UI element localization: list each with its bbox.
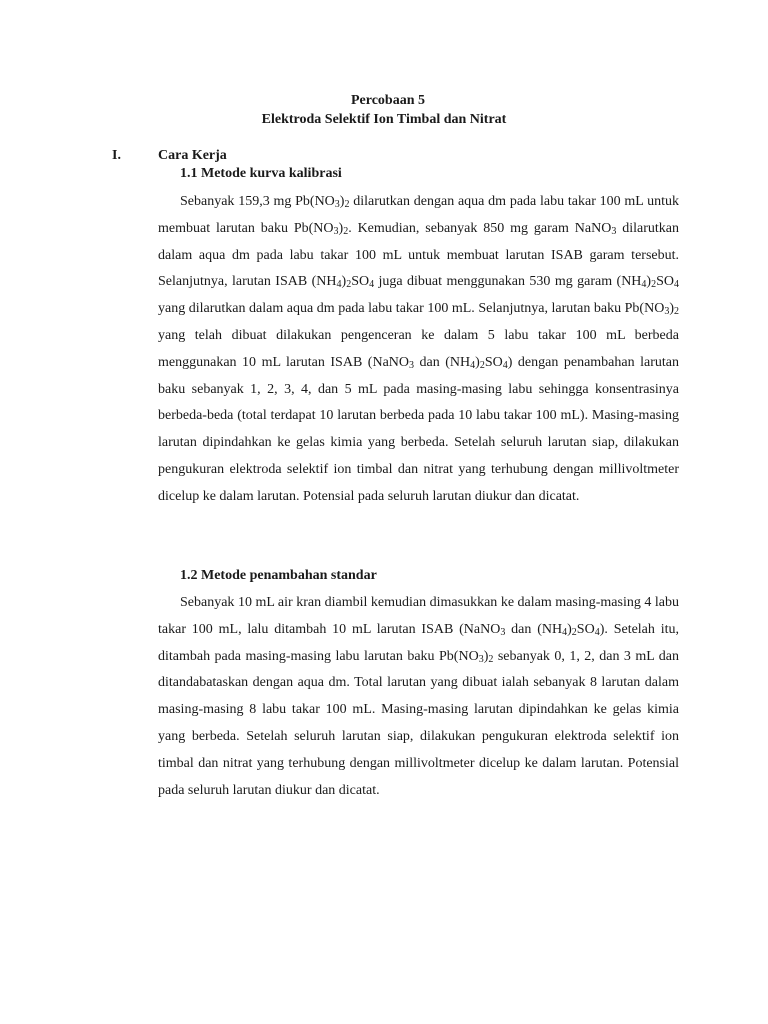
page-title: Percobaan 5 bbox=[350, 93, 425, 108]
section-title: Cara Kerja bbox=[158, 148, 227, 163]
subsection-heading-1: 1.1 Metode kurva kalibrasi bbox=[180, 166, 342, 181]
subsection-paragraph-1: Sebanyak 159,3 mg $Pb(NO_3)_2$ dilarutkan dengan aqua dm pada labu takar 100 mL untuk membuat larutan baku $Pb(NO_3)_2$. Kemudian, sebanyak 850 mg garam NaNO$_3$ dilarutkan dalam aqua dm pada labu takar 100 mL untuk membuat larutan ISAB garam tersebut. Selanjutnya, larutan ISAB $(NH_4)_2SO_4$ juga dibuat menggunakan 530 mg garam $(NH_4)_2SO_4$ yang dilarutkan dalam aqua dm pada labu takar 100 mL. Selanjutnya, larutan baku $Pb(NO_3)_2$ yang telah dibuat dilakukan pengenceran ke dalam 5 labu takar 100 mL berbeda menggunakan 10 mL larutan ISAB (NaNO$_3$ dan $(NH_4)_2SO_4$) dengan penambahan larutan baku sebanyak 1, 2, 3, 4, dan 5 mL pada masing-masing labu sehingga konsentrasinya berbeda-beda (total terdapat 10 larutan berbeda pada 10 labu takar 100 mL). Masing-masing larutan dipindahkan ke gelas kimia yang berbeda. Setelah seluruh larutan siap, dilakukan pengukuran elektroda selektif ion timbal dan nitrat yang terhubung dengan millivoltmeter dicelup ke dalam larutan. Potensial pada seluruh larutan diukur dan dicatat. bbox=[158, 194, 679, 504]
subsection-heading-2: 1.2 Metode penambahan standar bbox=[180, 568, 377, 583]
page-subtitle: Elektroda Selektif Ion Timbal dan Nitrat bbox=[261, 112, 507, 127]
subsection-paragraph-2: Sebanyak 10 mL air kran diambil kemudian dimasukkan ke dalam masing-masing 4 labu takar 100 mL, lalu ditambah 10 mL larutan ISAB (NaNO$_3$ dan $(NH_4)_2SO_4$). Setelah itu, ditambah pada masing-masing labu larutan baku $Pb(NO_3)_2$ sebanyak 0, 1, 2, dan 3 mL dan ditandabataskan dengan aqua dm. Total larutan yang dibuat ialah sebanyak 8 larutan dalam masing-masing 8 labu takar 100 mL. Masing-masing larutan dipindahkan ke gelas kimia yang berbeda. Setelah seluruh larutan siap, dilakukan pengukuran elektroda selektif ion timbal dan nitrat yang terhubung dengan millivoltmeter dicelup ke dalam larutan. Potensial pada seluruh larutan diukur dan dicatat. bbox=[158, 595, 680, 798]
section-number: I. bbox=[112, 148, 121, 163]
